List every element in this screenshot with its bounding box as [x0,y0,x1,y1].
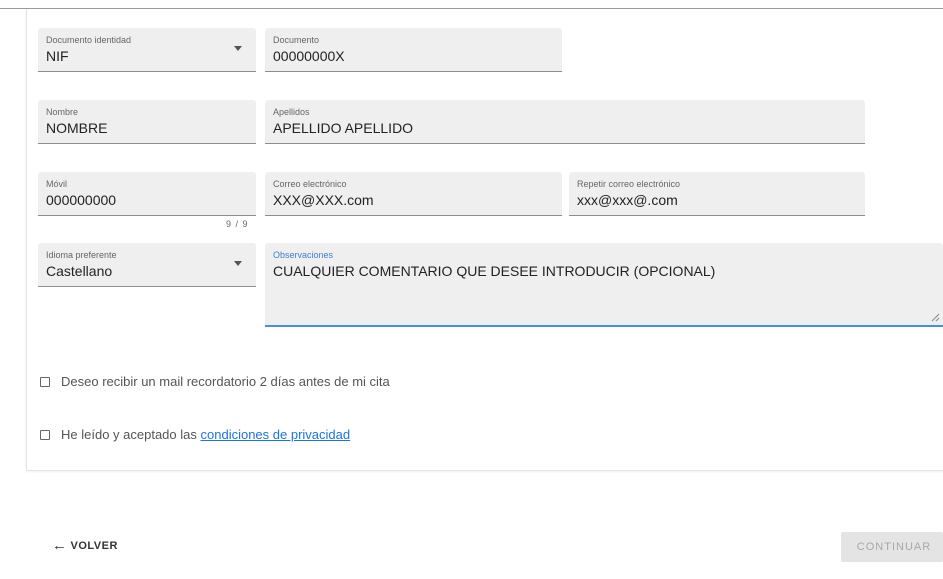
volver-button[interactable] [52,537,118,554]
nombre-field[interactable] [38,100,256,144]
documento-value: 00000000X [273,48,345,64]
movil-label: Móvil [46,179,68,189]
nombre-label: Nombre [46,107,79,117]
recordatorio-checkbox[interactable] [40,377,50,387]
privacidad-link[interactable]: condiciones de privacidad [200,427,351,442]
idioma-select[interactable] [38,243,256,287]
privacidad-checkbox[interactable] [40,430,50,440]
movil-value: 000000000 [46,192,117,208]
documento-identidad-label: Documento identidad [46,35,132,45]
correo-label: Correo electrónico [273,179,347,189]
correo-field[interactable] [265,172,562,216]
observaciones-textarea[interactable] [265,243,943,327]
continuar-label: CONTINUAR [856,541,932,553]
apellidos-value: APELLIDO APELLIDO [273,120,414,136]
documento-identidad-value: NIF [46,48,69,64]
recordatorio-row[interactable] [40,374,390,389]
idioma-label: Idioma preferente [46,250,117,260]
repetir-correo-field[interactable] [569,172,865,216]
nombre-value: NOMBRE [46,120,108,136]
documento-label: Documento [273,35,320,45]
movil-char-counter: 9 / 9 [226,219,249,229]
repetir-correo-label: Repetir correo electrónico [577,179,681,189]
documento-field[interactable] [265,28,562,72]
observaciones-label: Observaciones [273,250,334,260]
apellidos-field[interactable] [265,100,865,144]
arrow-left-icon: ← [52,537,68,554]
documento-identidad-select[interactable] [38,28,256,72]
movil-field[interactable] [38,172,256,216]
privacidad-row[interactable] [40,427,350,442]
observaciones-value: CUALQUIER COMENTARIO QUE DESEE INTRODUCIR (OPCIONAL) [273,263,716,279]
dropdown-caret-icon [234,46,242,51]
repetir-correo-value: xxx@xxx@.com [577,192,678,208]
volver-label: VOLVER [70,540,118,552]
privacidad-label: He leído y aceptado las [61,427,197,442]
dropdown-caret-icon [234,261,242,266]
form-card [26,9,943,471]
continuar-button[interactable] [841,532,943,562]
idioma-value: Castellano [46,263,113,279]
correo-value: XXX@XXX.com [273,192,374,208]
apellidos-label: Apellidos [273,107,310,117]
resize-handle-icon[interactable] [931,313,940,322]
recordatorio-label: Deseo recibir un mail recordatorio 2 días antes de mi cita [61,374,390,389]
